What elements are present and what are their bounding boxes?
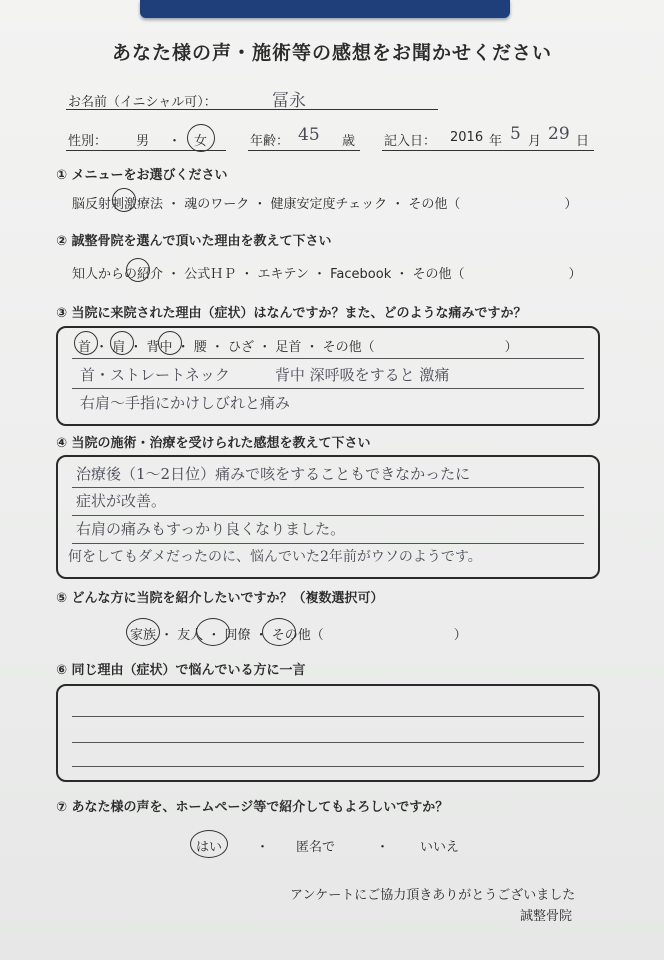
selected-circle <box>196 618 230 646</box>
q1-heading: ① メニューをお選びください <box>56 168 228 183</box>
form-title: あなた様の声・施術等の感想をお聞かせください <box>111 42 552 64</box>
q7-separator: ・ <box>256 840 270 855</box>
q2-options: 知人からの紹介 ・ 公式ＨＰ ・ エキテン ・ Facebook ・ その他（ ） <box>72 267 582 282</box>
q4-answer-line: 治療後（1～2日位）痛みで咳をすることもできなかったに <box>76 465 471 483</box>
q7-separator: ・ <box>376 840 390 855</box>
age-underline <box>248 150 360 151</box>
q7-heading: ⑦ あなた様の声を、ホームページ等で紹介してもよろしいですか？ <box>56 800 449 815</box>
q3-answer-box <box>56 326 600 426</box>
clipboard-clip <box>140 0 510 18</box>
q5-options: 家族 ・ 友人 ・ 同僚 ・ その他（ ） <box>130 628 467 643</box>
date-underline <box>382 150 594 151</box>
q4-answer-line: 右肩の痛みもすっかり良くなりました。 <box>76 520 346 538</box>
q3-answer-line: 首・ストレートネック 背中 深呼吸をすると 激痛 <box>80 366 450 384</box>
selected-circle <box>190 830 228 858</box>
q7-no: いいえ <box>420 840 460 855</box>
selected-circle <box>262 618 296 646</box>
answer-rule <box>72 515 584 516</box>
date-year-unit: 年 <box>489 134 503 149</box>
gender-label: 性別： <box>68 134 108 149</box>
q5-heading: ⑤ どんな方に当院を紹介したいですか？（複数選択可） <box>56 591 384 606</box>
q4-answer-line: 症状が改善。 <box>76 492 167 510</box>
name-value: 冨永 <box>272 91 306 111</box>
selected-circle <box>112 188 136 212</box>
age-label: 年齢： <box>250 134 290 149</box>
answer-rule <box>72 742 584 743</box>
date-month-unit: 月 <box>528 134 542 149</box>
name-label: お名前（イニシャル可）： <box>68 95 217 110</box>
selected-circle <box>158 331 182 355</box>
q3-options: 首 ・ 肩 ・ 背中 ・ 腰 ・ ひざ ・ 足首 ・ その他（ ） <box>78 340 518 355</box>
answer-rule <box>72 543 584 544</box>
selected-circle <box>126 618 160 646</box>
q2-heading: ② 誠整骨院を選んで頂いた理由を教えて下さい <box>56 234 332 249</box>
date-month: 5 <box>510 124 521 144</box>
q7-yes: はい <box>196 840 223 855</box>
clinic-name: 誠整骨院 <box>520 909 573 924</box>
answer-rule <box>72 358 584 359</box>
answer-rule <box>72 716 584 717</box>
age-unit: 歳 <box>342 134 356 149</box>
date-day: 29 <box>548 124 570 144</box>
q1-options: 脳反射刺激療法 ・ 魂のワーク ・ 健康安定度チェック ・ その他（ ） <box>72 197 578 212</box>
age-value: 45 <box>298 125 320 145</box>
q6-heading: ⑥ 同じ理由（症状）で悩んでいる方に一言 <box>56 663 306 678</box>
date-year: 2016 <box>450 130 484 145</box>
gender-separator: ・ <box>168 134 182 149</box>
answer-rule <box>72 388 584 389</box>
q3-heading: ③ 当院に来院された理由（症状）はなんですか？また、どのような痛みですか？ <box>56 306 527 321</box>
answer-rule <box>72 487 584 488</box>
gender-female: 女 <box>194 134 208 149</box>
q4-heading: ④ 当院の施術・治療を受けられた感想を教えて下さい <box>56 436 371 451</box>
thanks-text: アンケートにご協力頂きありがとうございました <box>290 888 576 903</box>
date-day-unit: 日 <box>576 134 590 149</box>
date-label: 記入日： <box>384 134 437 149</box>
q7-anonymous: 匿名で <box>296 840 336 855</box>
answer-rule <box>72 766 584 767</box>
selected-circle <box>126 258 150 282</box>
selected-circle <box>74 331 98 355</box>
q4-answer-line: 何をしてもダメだったのに、悩んでいた2年前がウソのようです。 <box>68 549 482 565</box>
q6-answer-box <box>56 684 600 782</box>
gender-underline <box>66 150 226 151</box>
selected-circle <box>187 124 215 152</box>
gender-male: 男 <box>136 134 150 149</box>
q4-answer-box <box>56 455 600 579</box>
q3-answer-line: 右肩～手指にかけしびれと痛み <box>80 394 291 412</box>
selected-circle <box>110 331 134 355</box>
name-underline <box>66 109 438 110</box>
